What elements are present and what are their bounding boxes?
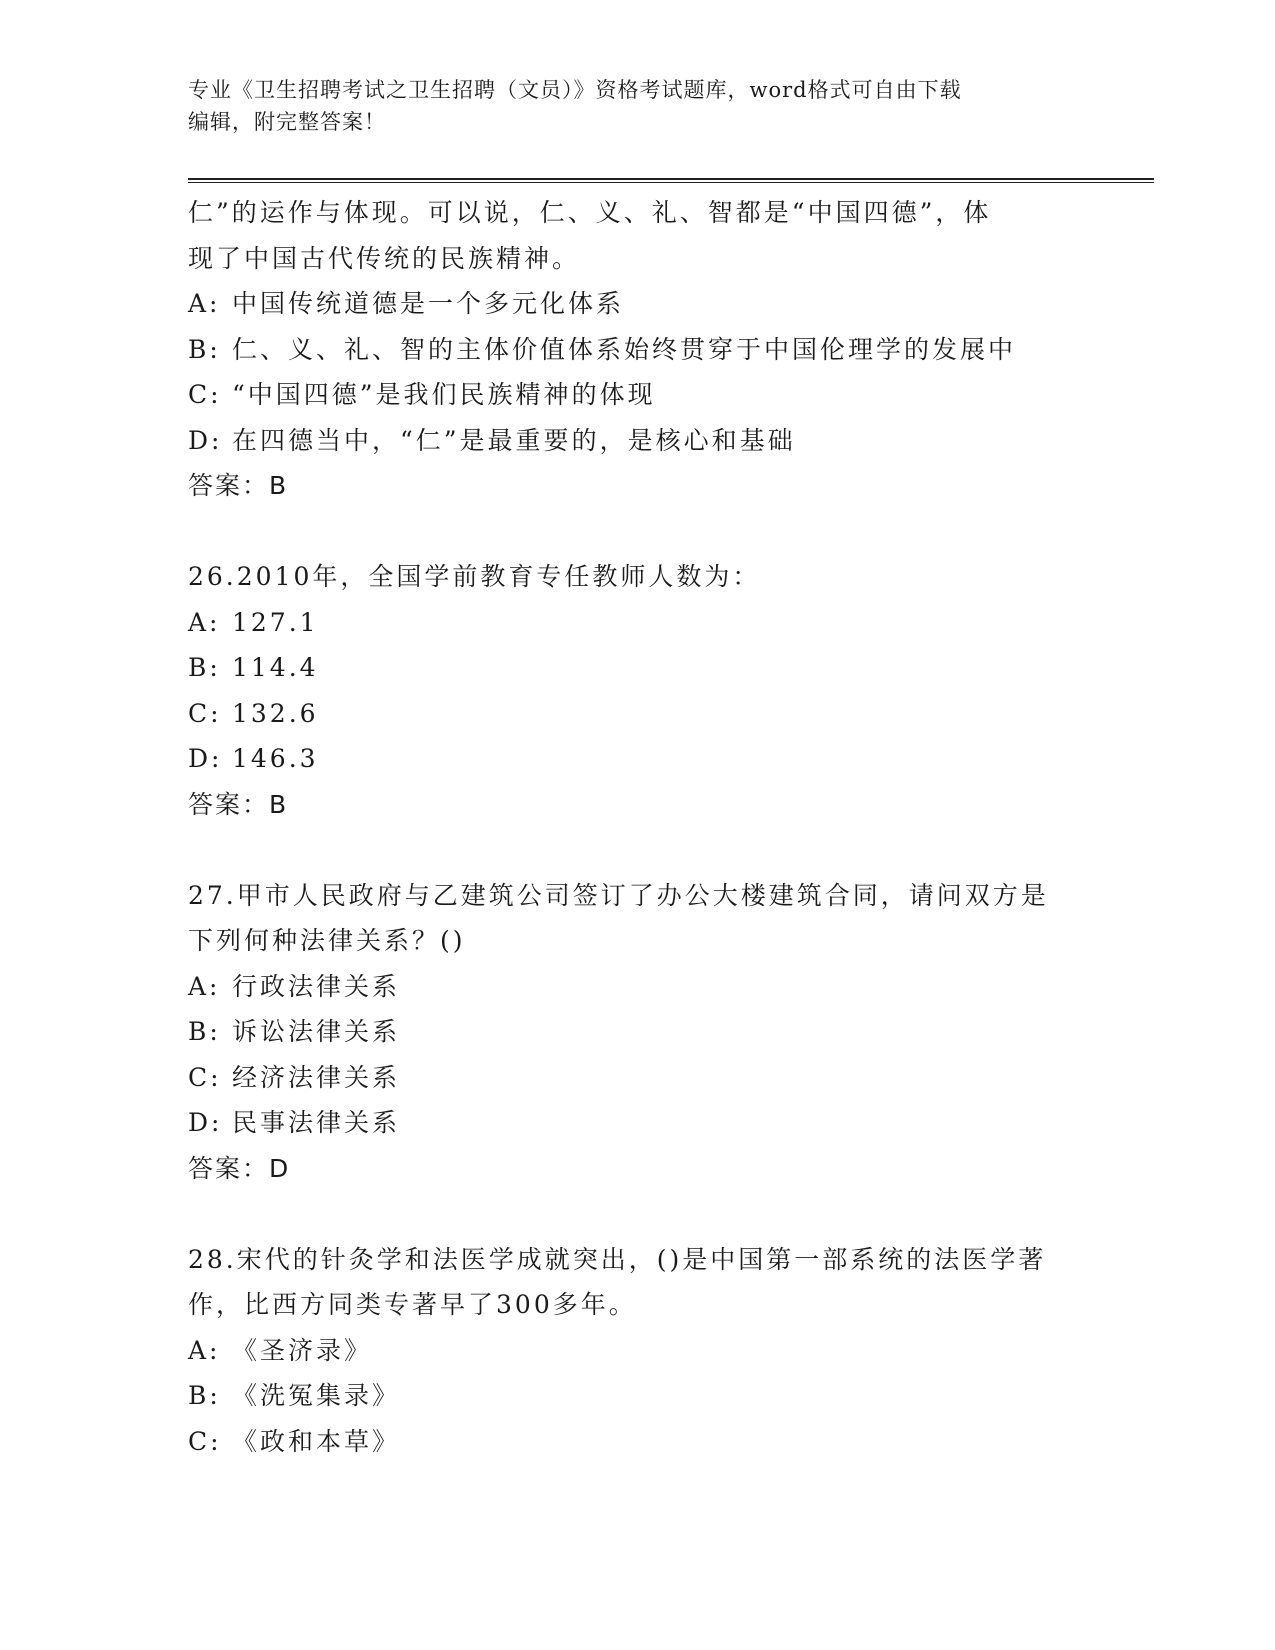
option-text: 经济法律关系 (232, 1062, 401, 1092)
answer-line: 答案：B (188, 789, 289, 819)
spacer (188, 1191, 1088, 1237)
option-b (188, 1373, 1088, 1419)
option-label: C: (188, 698, 222, 728)
question-text-line: 作，比西方同类专著早了300多年。 (188, 1290, 637, 1319)
option-text: 146.3 (232, 744, 319, 773)
option-d (188, 1100, 1088, 1146)
question-continued (188, 190, 1088, 509)
option-label: B: (188, 653, 221, 682)
page-header (188, 74, 1088, 138)
option-label: A: (188, 607, 221, 637)
option-c (188, 372, 1088, 418)
option-b (188, 1009, 1088, 1055)
option-label: A: (188, 289, 221, 318)
question-28 (188, 1237, 1088, 1465)
question-text-line: 下列何种法律关系？() (188, 926, 466, 955)
option-label: D: (188, 1108, 223, 1137)
header-line-2: 编辑，附完整答案！ (188, 110, 386, 134)
option-text: 民事法律关系 (232, 1108, 401, 1137)
option-label: A: (188, 971, 221, 1001)
spacer (188, 827, 1088, 873)
option-text: 114.4 (232, 653, 319, 682)
header-line-1: 专业《卫生招聘考试之卫生招聘（文员）》资格考试题库，word格式可自由下载 (188, 78, 962, 102)
option-text: 诉讼法律关系 (232, 1017, 401, 1046)
option-text: “中国四德”是我们民族精神的体现 (232, 380, 656, 409)
option-text: 132.6 (232, 698, 319, 728)
option-text: 127.1 (232, 607, 319, 637)
option-label: D: (188, 425, 223, 455)
option-text: 中国传统道德是一个多元化体系 (232, 289, 625, 318)
question-27 (188, 873, 1088, 1192)
option-label: D: (188, 744, 223, 773)
option-c (188, 1055, 1088, 1101)
question-26 (188, 554, 1088, 827)
option-text: 行政法律关系 (232, 971, 401, 1001)
question-text-line: 现了中国古代传统的民族精神。 (188, 243, 581, 273)
question-content (188, 190, 1088, 1464)
option-text: 《政和本草》 (232, 1426, 401, 1456)
question-text-line: 仁”的运作与体现。可以说，仁、义、礼、智都是“中国四德”，体 (188, 198, 992, 227)
option-label: A: (188, 1335, 221, 1365)
option-text: 《圣济录》 (232, 1335, 373, 1365)
option-a (188, 281, 1088, 327)
answer-line: 答案：B (188, 471, 289, 500)
answer-line: 答案：D (188, 1153, 291, 1183)
option-label: B: (188, 1381, 221, 1410)
option-b (188, 327, 1088, 373)
option-a (188, 600, 1088, 646)
option-b (188, 645, 1088, 691)
option-label: C: (188, 1426, 222, 1456)
option-a (188, 1328, 1088, 1374)
spacer (188, 509, 1088, 555)
option-label: C: (188, 1062, 222, 1092)
option-label: B: (188, 334, 221, 364)
option-label: C: (188, 380, 222, 409)
option-c (188, 691, 1088, 737)
option-a (188, 964, 1088, 1010)
question-text-line: 26.2010年，全国学前教育专任教师人数为： (188, 562, 761, 591)
option-c (188, 1419, 1088, 1465)
option-d (188, 418, 1088, 464)
header-divider (188, 178, 1154, 183)
option-label: B: (188, 1017, 221, 1046)
question-text-line: 28.宋代的针灸学和法医学成就突出，()是中国第一部系统的法医学著 (188, 1244, 1047, 1274)
option-d (188, 736, 1088, 782)
option-text: 仁、义、礼、智的主体价值体系始终贯穿于中国伦理学的发展中 (232, 334, 1017, 364)
question-text-line: 27.甲市人民政府与乙建筑公司签订了办公大楼建筑合同，请问双方是 (188, 880, 1049, 910)
option-text: 《洗冤集录》 (232, 1381, 401, 1410)
option-text: 在四德当中，“仁”是最重要的，是核心和基础 (232, 425, 796, 455)
